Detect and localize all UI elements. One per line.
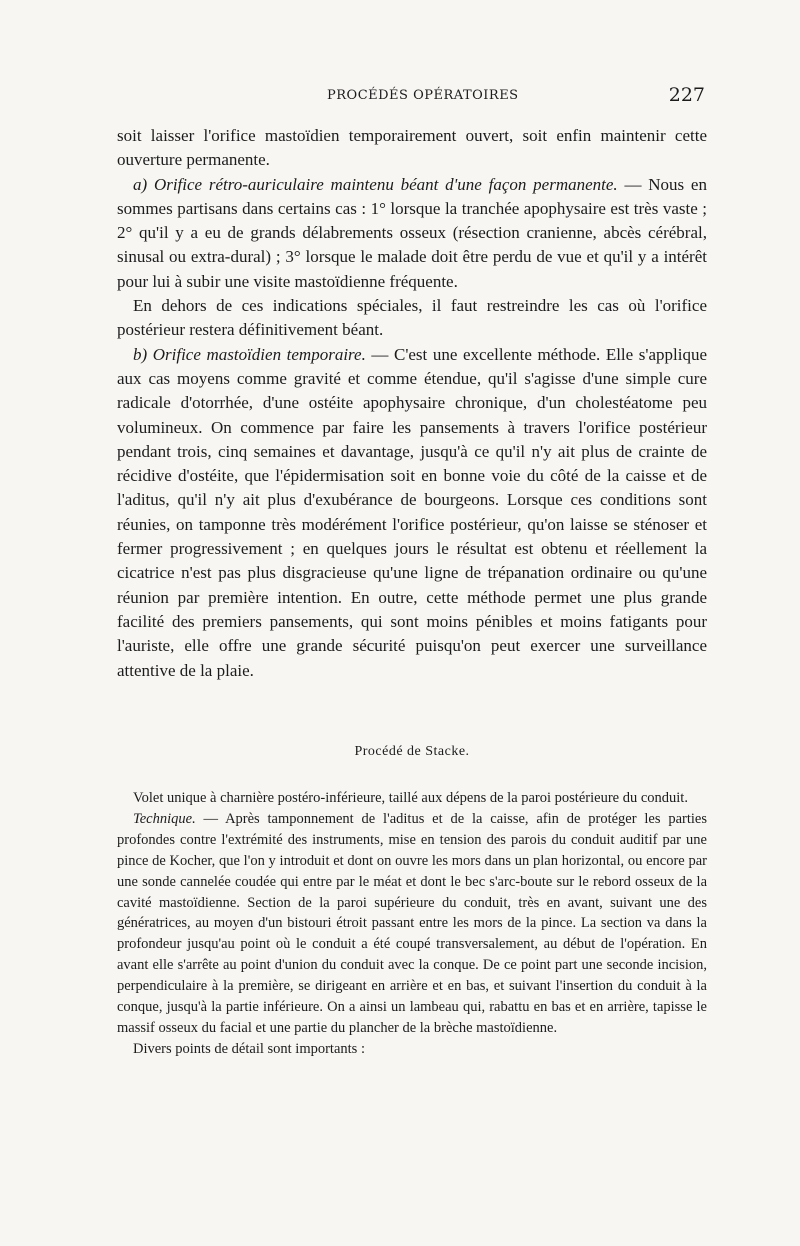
- page-number: 227: [668, 84, 705, 106]
- page-header: [117, 84, 707, 106]
- paragraph: Technique. — Après tamponnement de l'aditus et de la caisse, afin de protéger les parties profondes contre l'extrémité des instruments, mise en tension des parois du conduit auditif par une pince de Kocher, que l'on y introduit et dont on ouvre les mors dans un plan horizontal, ou encore par une sonde cannelée coudée qui entre par le méat et dont le bec s'arc-boute sur le rebord osseux de la cavité mastoïdienne. Section de la paroi supérieure du conduit, très en avant, suivant une des génératrices, au moyen d'un bistouri étroit passant entre les mors de la pince. La section va dans la profondeur jusqu'au point où le conduit a été coupé transversalement, au début de l'opération. En avant elle s'arrête au point d'union du conduit avec la conque. De ce point part une seconde incision, perpendiculaire à la première, se dirigeant en arrière et en bas, et suivant l'insertion du conduit à la conque, jusqu'à la partie inférieure. On a ainsi un lambeau qui, rabattu en bas et en arrière, tapisse le massif osseux du facial et une partie du plancher de la brèche mastoïdienne.: [117, 810, 707, 1036]
- paragraph: En dehors de ces indications spéciales, il faut restreindre les cas où l'orifice postérieur restera définitivement béant.: [117, 296, 707, 340]
- paragraph-heading: Technique.: [133, 810, 196, 827]
- technique-text: [117, 788, 707, 1060]
- paragraph-heading: a) Orifice rétro-auriculaire maintenu béant d'une façon permanente.: [133, 174, 618, 194]
- main-text: [117, 124, 707, 683]
- paragraph: Divers points de détail sont importants :: [133, 1040, 365, 1057]
- paragraph: a) Orifice rétro-auriculaire maintenu béant d'une façon permanente. — Nous en sommes partisans dans certains cas : 1° lorsque la tranchée apophysaire est très vaste ; 2° qu'il y a eu de grands délabrements osseux (résection cranienne, abcès cérébral, sinusal ou extra-dural) ; 3° lorsque le malade doit être perdu de vue et qu'il y a intérêt pour lui à subir une visite mastoïdienne fréquente.: [117, 174, 707, 291]
- section-heading: Procédé de Stacke.: [354, 744, 470, 759]
- running-title: PROCÉDÉS OPÉRATOIRES: [327, 88, 519, 103]
- paragraph: soit laisser l'orifice mastoïdien temporairement ouvert, soit enfin maintenir cette ouverture permanente.: [117, 126, 707, 170]
- paragraph: b) Orifice mastoïdien temporaire. — C'est une excellente méthode. Elle s'applique aux cas moyens comme gravité et comme étendue, qu'il s'agisse d'une simple cure radicale d'otorrhée, d'une ostéite apophysaire chronique, d'un cholestéatome peu volumineux. On commence par faire les pansements à travers l'orifice postérieur pendant trois, cinq semaines et davantage, jusqu'à ce qu'il n'y ait plus de crainte de récidive d'ostéite, que l'épidermisation soit en bonne voie du côté de la caisse et de l'aditus, qu'il n'y ait plus d'exubérance de bourgeons. Lorsque ces conditions sont réunies, on tamponne très modérément l'orifice postérieur, qu'on laisse se sténoser et fermer progressivement ; en quelques jours le résultat est obtenu et réellement la cicatrice n'est pas plus disgracieuse qu'une ligne de trépanation ordinaire ou qu'une réunion par première intention. En outre, cette méthode permet une plus grande facilité des premiers pansements, qui sont moins pénibles et moins fatigants pour l'auriste, elle offre une grande sécurité puisqu'on peut exercer une surveillance attentive de la plaie.: [117, 344, 707, 680]
- paragraph: Volet unique à charnière postéro-inférieure, taillé aux dépens de la paroi postérieure du conduit.: [133, 790, 688, 806]
- paragraph-heading: b) Orifice mastoïdien temporaire.: [133, 344, 366, 364]
